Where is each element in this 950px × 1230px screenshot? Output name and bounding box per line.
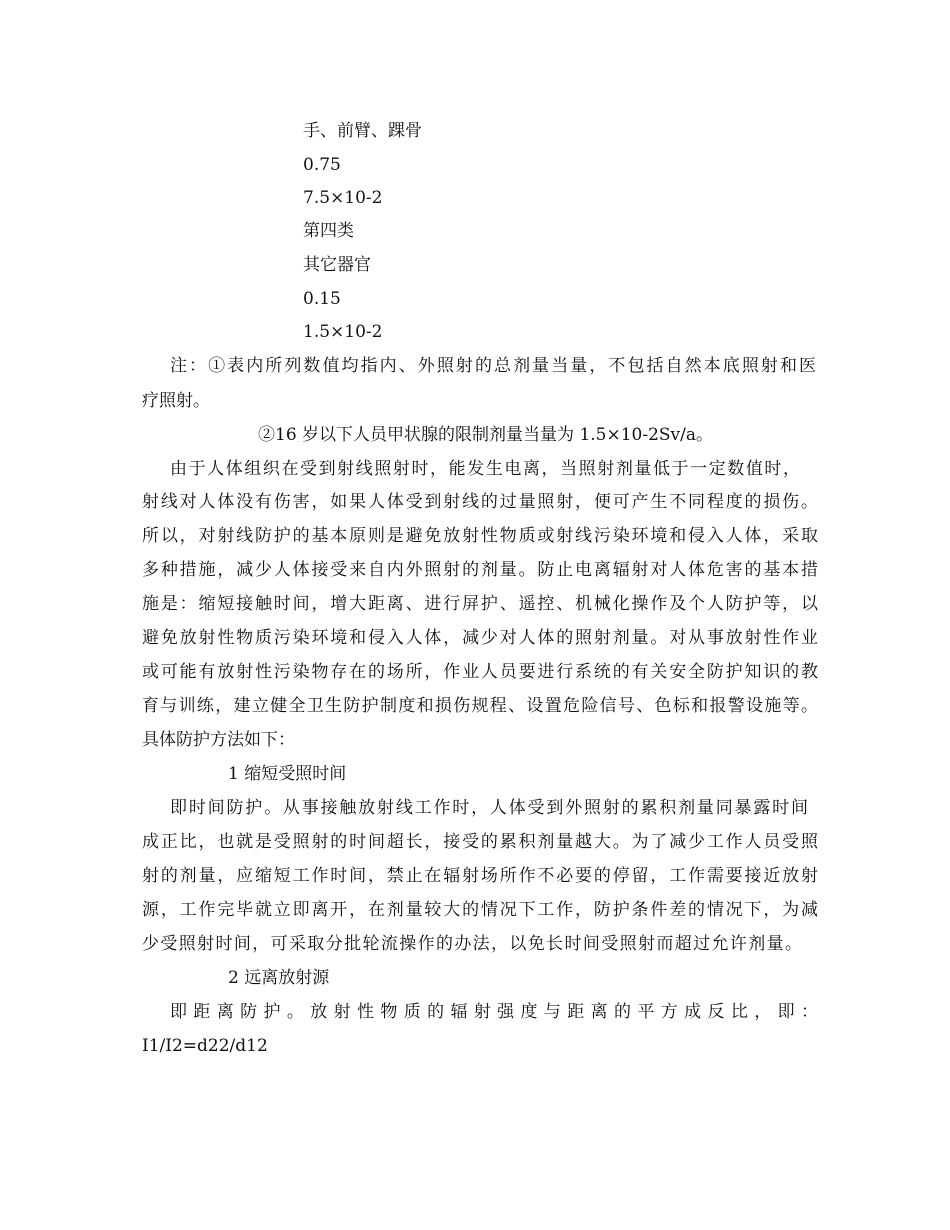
paragraph-1-line: 多种措施，减少人体接受来自内外照射的剂量。防止电离辐射对人体危害的基本措 bbox=[142, 560, 818, 580]
table-other-weight-cell: 0.15 bbox=[303, 289, 341, 309]
section-2-line: 即距离防护。放射性物质的辐射强度与距离的平方成反比，即： bbox=[170, 1002, 818, 1022]
section-1-line: 即时间防护。从事接触放射线工作时，人体受到外照射的累积剂量同暴露时间 bbox=[170, 798, 808, 818]
formula: I1/I2=d22/d12 bbox=[142, 1036, 268, 1056]
paragraph-1-line: 所以，对射线防护的基本原则是避免放射性物质或射线污染环境和侵入人体，采取 bbox=[142, 526, 818, 546]
note-2: ②16 岁以下人员甲状腺的限制剂量当量为 1.5×10-2Sv/a。 bbox=[258, 425, 714, 445]
table-category-cell: 第四类 bbox=[303, 221, 354, 241]
section-1-line: 成正比，也就是受照射的时间超长，接受的累积剂量越大。为了减少工作人员受照 bbox=[142, 832, 818, 852]
paragraph-1-line: 避免放射性物质污染环境和侵入人体，减少对人体的照射剂量。对从事放射性作业 bbox=[142, 628, 818, 648]
paragraph-1-line: 具体防护方法如下： bbox=[142, 730, 295, 750]
section-1-line: 少受照射时间，可采取分批轮流操作的办法，以免长时间受照射而超过允许剂量。 bbox=[142, 934, 802, 954]
note-1-line-1: 注：①表内所列数值均指内、外照射的总剂量当量，不包括自然本底照射和医 bbox=[170, 356, 816, 376]
section-1-line: 射的剂量，应缩短工作时间，禁止在辐射场所作不必要的停留，工作需要接近放射 bbox=[142, 866, 818, 886]
table-other-organs-cell: 其它器官 bbox=[303, 255, 371, 275]
paragraph-1-line: 或可能有放射性污染物存在的场所，作业人员要进行系统的有关安全防护知识的教 bbox=[142, 662, 818, 682]
note-1-line-2: 疗照射。 bbox=[142, 391, 210, 411]
section-1-heading: 1 缩短受照时间 bbox=[228, 764, 347, 784]
paragraph-1-line: 射线对人体没有伤害，如果人体受到射线的过量照射，便可产生不同程度的损伤。 bbox=[142, 492, 818, 512]
paragraph-1-line: 由于人体组织在受到射线照射时，能发生电离，当照射剂量低于一定数值时， bbox=[170, 459, 800, 479]
section-2-heading: 2 远离放射源 bbox=[228, 968, 330, 988]
table-organ-cell: 手、前臂、踝骨 bbox=[303, 121, 422, 141]
paragraph-1-line: 施是：缩短接触时间，增大距离、进行屏护、遥控、机械化操作及个人防护等，以 bbox=[142, 594, 818, 614]
section-1-line: 源，工作完毕就立即离开，在剂量较大的情况下工作，防护条件差的情况下，为减 bbox=[142, 900, 818, 920]
table-limit-cell: 7.5×10-2 bbox=[303, 188, 383, 208]
table-other-limit-cell: 1.5×10-2 bbox=[303, 322, 383, 342]
table-weight-cell: 0.75 bbox=[303, 155, 341, 175]
paragraph-1-line: 育与训练，建立健全卫生防护制度和损伤规程、设置危险信号、色标和报警设施等。 bbox=[142, 696, 818, 716]
